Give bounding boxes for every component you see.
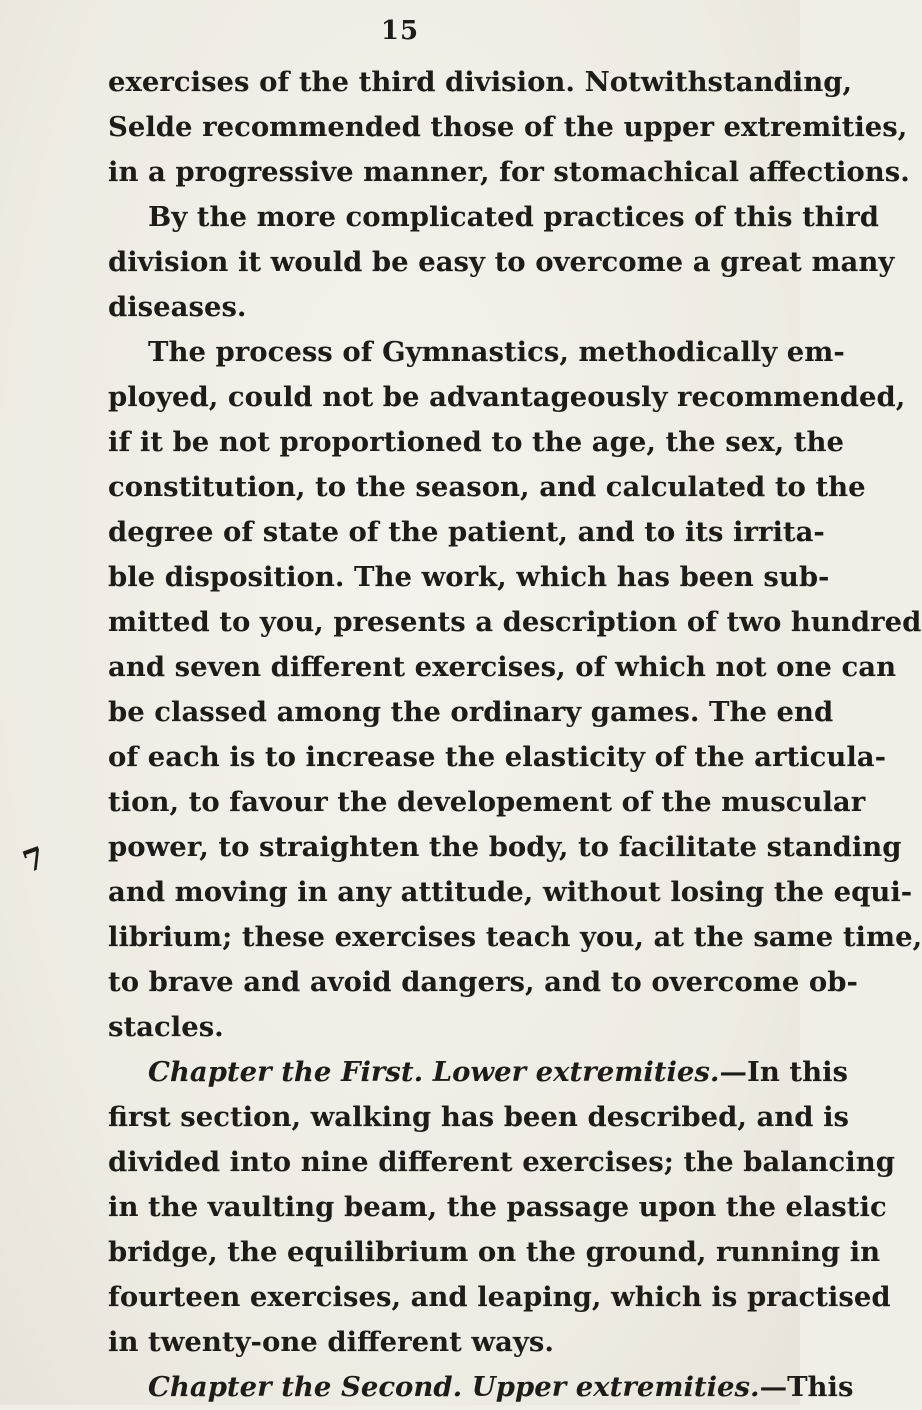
text-line: in a progressive manner, for stomachical affections.: [108, 156, 910, 188]
chapter-heading: Chapter the First. Lower extremities.: [148, 1056, 720, 1088]
text-line: Selde recommended those of the upper extremities,: [108, 111, 908, 143]
text-line: power, to straighten the body, to facilitate standing: [108, 831, 902, 863]
margin-pencil-mark: 7: [18, 840, 51, 881]
text-line: constitution, to the season, and calculated to the: [108, 471, 866, 503]
text-line: in twenty-one different ways.: [108, 1326, 554, 1358]
chapter-heading: Chapter the Second. Upper extremities.: [148, 1371, 760, 1403]
text-line: ployed, could not be advantageously recommended,: [108, 381, 906, 413]
text-line: in the vaulting beam, the passage upon the elastic: [108, 1191, 887, 1223]
text-line: if it be not proportioned to the age, the sex, the: [108, 426, 844, 458]
text-line: Chapter the First. Lower extremities.—In this: [148, 1056, 849, 1088]
text-line: ble disposition. The work, which has been sub-: [108, 561, 830, 593]
text-line: and moving in any attitude, without losing the equi-: [108, 876, 913, 908]
text-line: exercises of the third division. Notwithstanding,: [108, 66, 853, 98]
text-line: degree of state of the patient, and to its irrita-: [108, 516, 825, 548]
text-line: diseases.: [108, 291, 247, 323]
text-line: librium; these exercises teach you, at the same time,: [108, 921, 922, 953]
page-number: 15: [380, 16, 420, 46]
text-line: Chapter the Second. Upper extremities.—This: [148, 1371, 854, 1403]
text-line: of each is to increase the elasticity of the articula-: [108, 741, 887, 773]
body-text: [108, 60, 922, 1410]
text-line: division it would be easy to overcome a great many: [108, 246, 895, 278]
text-line: to brave and avoid dangers, and to overcome ob-: [108, 966, 858, 998]
text-line: The process of Gymnastics, methodically em-: [148, 336, 845, 368]
text-line: fourteen exercises, and leaping, which is practised: [108, 1281, 891, 1313]
text-line: stacles.: [108, 1011, 224, 1043]
text-line: and seven different exercises, of which not one can: [108, 651, 897, 683]
text-line: be classed among the ordinary games. The end: [108, 696, 834, 728]
text-line: mitted to you, presents a description of two hundred: [108, 606, 922, 638]
text-line: divided into nine different exercises; the balancing: [108, 1146, 895, 1178]
text-line: bridge, the equilibrium on the ground, running in: [108, 1236, 881, 1268]
text-line: tion, to favour the developement of the muscular: [108, 786, 866, 818]
text-line: By the more complicated practices of this third: [148, 201, 879, 233]
text-line: first section, walking has been described, and is: [108, 1101, 850, 1133]
